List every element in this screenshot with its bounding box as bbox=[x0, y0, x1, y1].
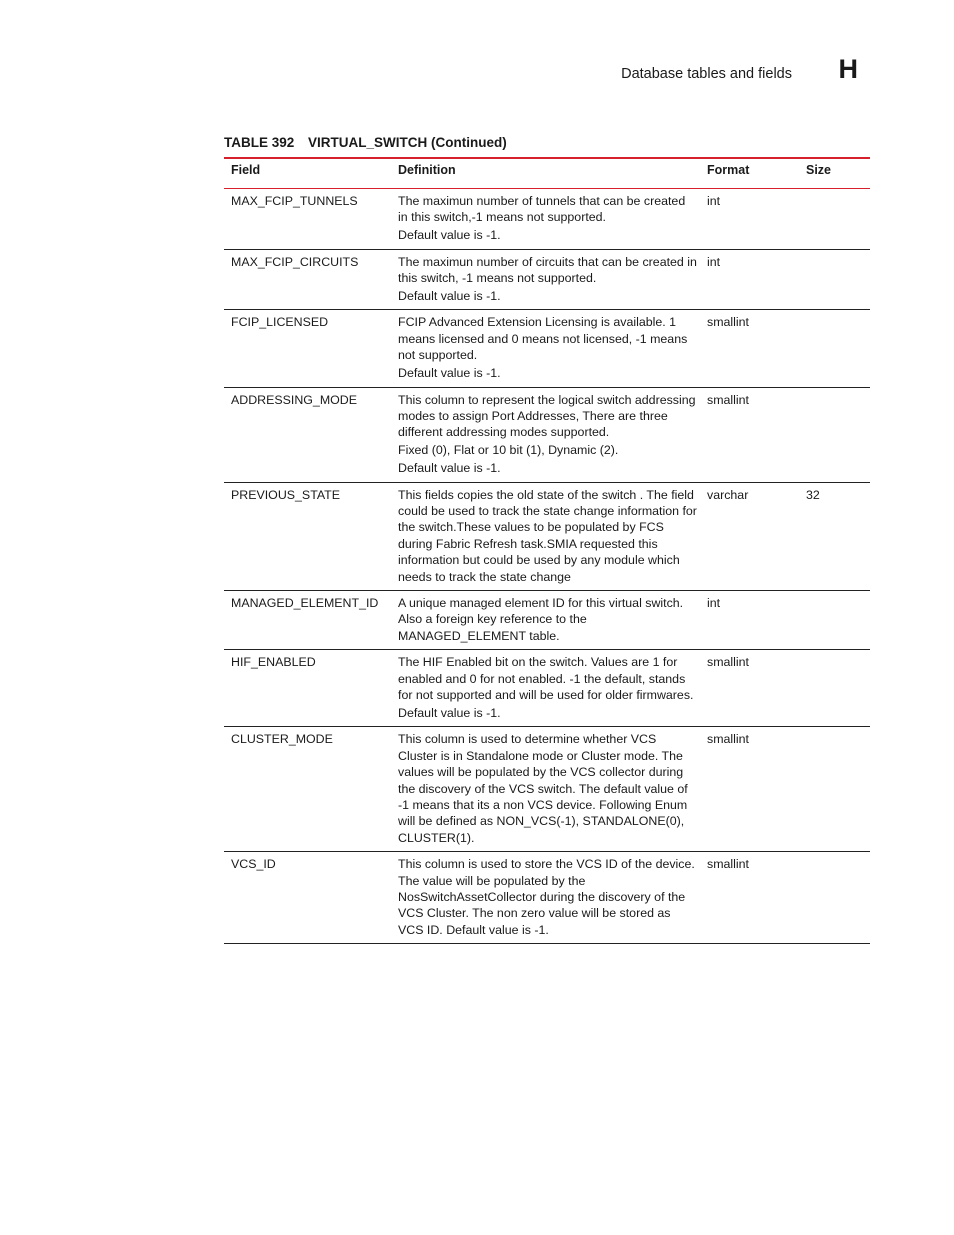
header-definition: Definition bbox=[398, 163, 456, 177]
table-row bbox=[224, 189, 870, 250]
field-name: MANAGED_ELEMENT_ID bbox=[231, 596, 379, 611]
appendix-letter: H bbox=[838, 54, 858, 84]
definition-paragraph: Default value is -1. bbox=[398, 366, 501, 381]
field-definition bbox=[398, 254, 698, 305]
field-name: MAX_FCIP_CIRCUITS bbox=[231, 254, 359, 269]
definition-paragraph: Default value is -1. bbox=[398, 228, 501, 243]
table-row bbox=[224, 483, 870, 591]
section-title: Database tables and fields bbox=[621, 66, 792, 82]
field-name: PREVIOUS_STATE bbox=[231, 487, 341, 502]
definition-paragraph: A unique managed element ID for this virtual switch. Also a foreign key reference to the MANAGED_ELEMENT table. bbox=[398, 596, 684, 643]
field-format: smallint bbox=[707, 857, 749, 872]
field-definition bbox=[398, 731, 698, 846]
table-row bbox=[224, 388, 870, 483]
table-row bbox=[224, 310, 870, 387]
virtual-switch-table bbox=[224, 157, 870, 944]
field-name: CLUSTER_MODE bbox=[231, 732, 333, 747]
table-body bbox=[224, 189, 870, 944]
definition-paragraph: FCIP Advanced Extension Licensing is available. 1 means licensed and 0 means not licensed, -1 means not supported. bbox=[398, 315, 688, 363]
field-size: 32 bbox=[806, 487, 820, 502]
definition-paragraph: This fields copies the old state of the switch . The field could be used to track the state change information for the switch.These values to be populated by FCS during Fabric Refresh task.SMIA requested this information but could be used by any module which needs to track the state change bbox=[398, 487, 697, 584]
definition-paragraph: The HIF Enabled bit on the switch. Values are 1 for enabled and 0 for not enabled. -1 the default, stands for not supported and will be used for older firmwares. bbox=[398, 655, 694, 703]
field-definition bbox=[398, 856, 698, 938]
table-caption bbox=[224, 135, 507, 150]
field-name: MAX_FCIP_TUNNELS bbox=[231, 194, 358, 208]
definition-paragraph: This column to represent the logical switch addressing modes to assign Port Addresses, There are three different addressing modes supported. bbox=[398, 392, 696, 440]
field-format: varchar bbox=[707, 487, 749, 502]
field-format: smallint bbox=[707, 392, 749, 407]
field-format: smallint bbox=[707, 655, 749, 670]
definition-paragraph: Fixed (0), Flat or 10 bit (1), Dynamic (2). bbox=[398, 443, 619, 458]
header-format: Format bbox=[707, 163, 750, 177]
field-name: ADDRESSING_MODE bbox=[231, 392, 357, 407]
table-row bbox=[224, 727, 870, 852]
field-format: smallint bbox=[707, 732, 749, 747]
field-format: int bbox=[707, 194, 721, 208]
header-field: Field bbox=[231, 163, 261, 177]
header-size: Size bbox=[806, 163, 832, 177]
field-definition bbox=[398, 193, 698, 244]
definition-paragraph: Default value is -1. bbox=[398, 461, 501, 476]
field-format: smallint bbox=[707, 315, 749, 330]
field-definition bbox=[398, 487, 698, 585]
table-row bbox=[224, 852, 870, 944]
definition-paragraph: The maximun number of tunnels that can be created in this switch,-1 means not supported. bbox=[398, 194, 686, 225]
definition-paragraph: This column is used to determine whether VCS Cluster is in Standalone mode or Cluster mode. The values will be populated by the VCS collector during the discovery of the VCS switch. The default value of -1 means that its a non VCS device. Following Enum will be defined as NON_VCS(-1), STANDALONE(0), CLUSTER(1). bbox=[398, 732, 688, 845]
field-definition bbox=[398, 595, 698, 644]
table-row bbox=[224, 591, 870, 650]
field-name: FCIP_LICENSED bbox=[231, 315, 329, 330]
field-definition bbox=[398, 654, 698, 721]
table-row bbox=[224, 250, 870, 311]
running-head bbox=[560, 54, 860, 88]
definition-paragraph: This column is used to store the VCS ID of the device. The value will be populated by the NosSwitchAssetCollector during the discovery of the VCS Cluster. The non zero value will be stored as VCS ID. Default value is -1. bbox=[398, 857, 695, 937]
field-format: int bbox=[707, 254, 721, 269]
table-header bbox=[224, 157, 870, 189]
field-name: HIF_ENABLED bbox=[231, 655, 316, 670]
table-row bbox=[224, 650, 870, 727]
field-format: int bbox=[707, 596, 721, 611]
field-definition bbox=[398, 314, 698, 381]
table-title: VIRTUAL_SWITCH (Continued) bbox=[308, 135, 507, 150]
definition-paragraph: Default value is -1. bbox=[398, 705, 501, 720]
field-name: VCS_ID bbox=[231, 857, 276, 872]
definition-paragraph: Default value is -1. bbox=[398, 289, 501, 304]
table-number: TABLE 392 bbox=[224, 135, 295, 150]
definition-paragraph: The maximun number of circuits that can be created in this switch, -1 means not supported. bbox=[398, 254, 697, 286]
field-definition bbox=[398, 392, 698, 477]
